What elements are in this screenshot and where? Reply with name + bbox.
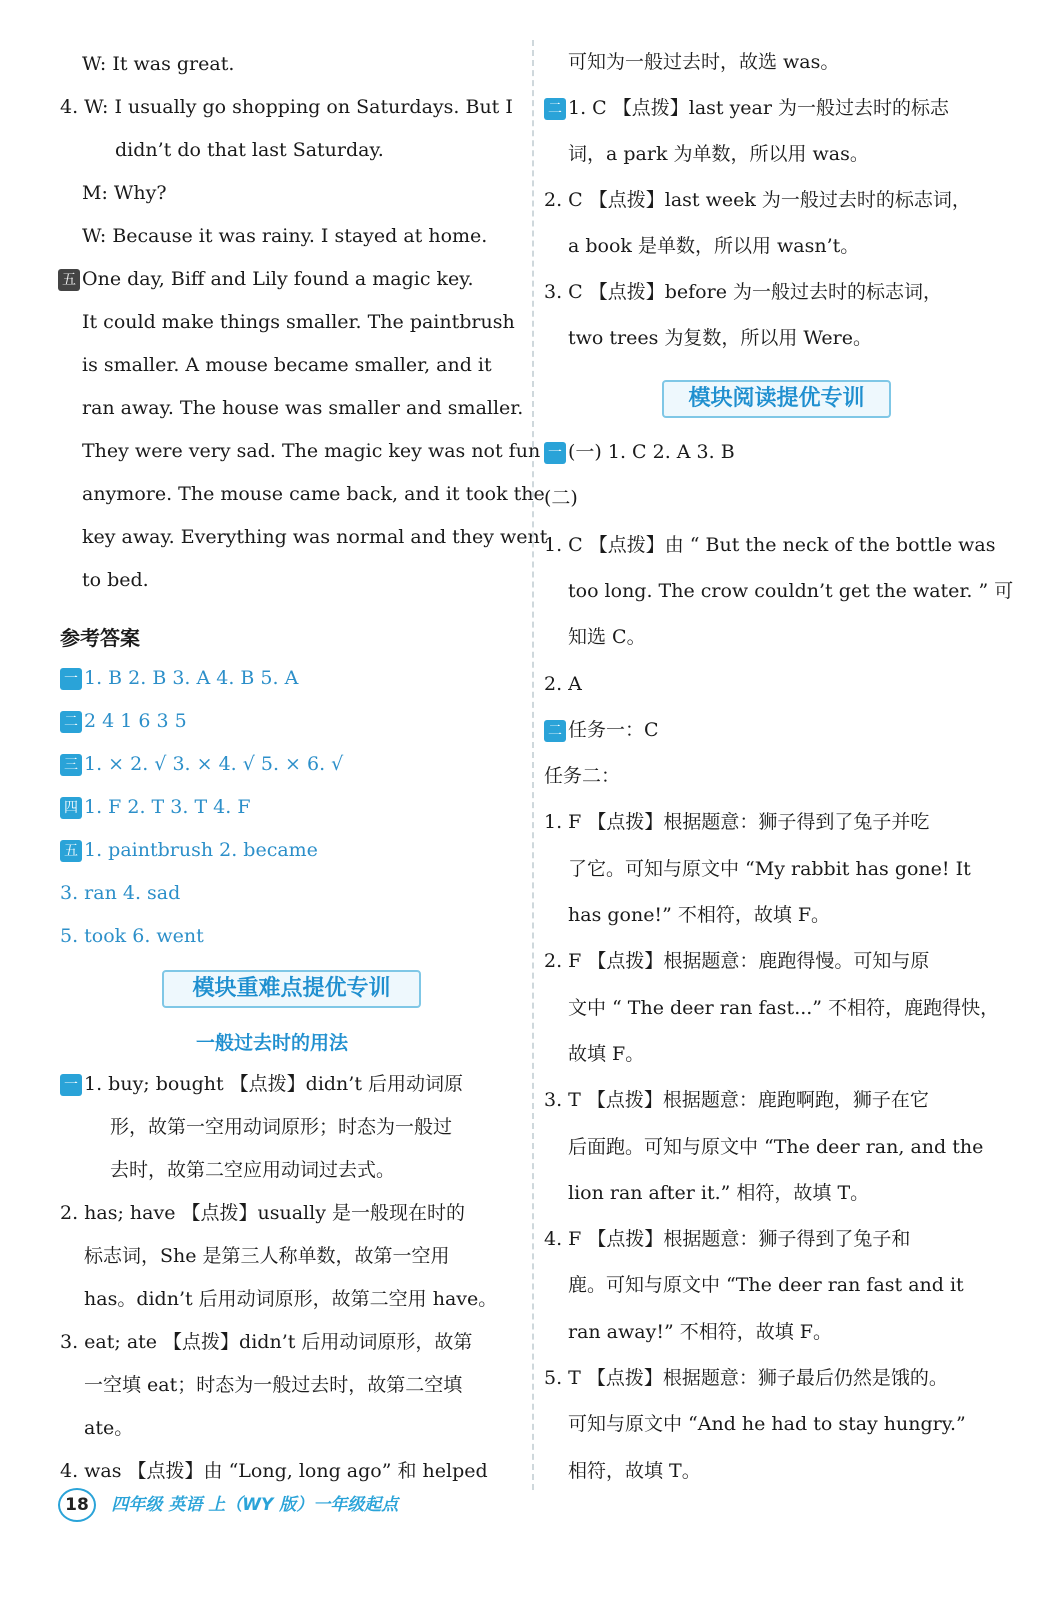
module-banner: 模块重难点提优专训: [162, 970, 421, 1008]
line-text: 2 4 1 6 3 5: [84, 710, 187, 732]
story-line: [82, 566, 149, 594]
dialog-line: [82, 50, 234, 78]
line-text: W: Because it was rainy. I stayed at home.: [82, 225, 488, 247]
reading-line: [544, 531, 995, 559]
section-marker: 五: [58, 269, 80, 291]
right-line: [568, 140, 869, 168]
line-text: 5. T 【点拨】根据题意：狮子最后仍然是饿的。: [544, 1367, 948, 1389]
line-text: It could make things smaller. The paintbrush: [82, 311, 515, 333]
line-text: has。didn’t 后用动词原形，故第二空用 have。: [84, 1288, 498, 1310]
line-text: 4. W: I usually go shopping on Saturdays. But I: [60, 96, 513, 118]
section-marker: 三: [60, 754, 82, 776]
grammar-line: [84, 1371, 462, 1399]
right-line: [568, 48, 839, 76]
line-text: 了它。可知与原文中 “My rabbit has gone! It: [568, 858, 971, 880]
line-text: 可知为一般过去时，故选 was。: [568, 51, 840, 73]
line-text: 1. C 【点拨】由 “ But the neck of the bottle was: [544, 534, 996, 556]
page-number: 18: [58, 1488, 96, 1522]
grammar-line: [110, 1113, 452, 1141]
footer-title: 四年级 英语 上（WY 版）一年级起点: [111, 1495, 399, 1515]
reading-banner: 模块阅读提优专训: [662, 380, 891, 418]
reading-line: [568, 1410, 966, 1438]
grammar-line: [60, 1328, 472, 1356]
reading-line: [568, 994, 999, 1022]
column-divider: [532, 40, 534, 1490]
story-line: [82, 480, 545, 508]
dialog-line: [82, 222, 487, 250]
line-text: 3. ran 4. sad: [60, 882, 181, 904]
dialog-line: [115, 136, 384, 164]
line-text: 文中 “ The deer ran fast...” 不相符，鹿跑得快，: [568, 997, 1000, 1019]
right-line: [568, 232, 859, 260]
line-text: 知选 C。: [568, 626, 646, 648]
section-marker: 二: [544, 720, 566, 742]
story-line: [82, 351, 492, 379]
line-text: 可知与原文中 “And he had to stay hungry.”: [568, 1413, 966, 1435]
line-text: lion ran after it.” 相符，故填 T。: [568, 1182, 870, 1204]
line-text: 2. has; have 【点拨】usually 是一般现在时的: [60, 1202, 465, 1224]
line-text: 2. A: [544, 673, 582, 695]
line-text: 一空填 eat；时态为一般过去时，故第二空填: [84, 1374, 463, 1396]
line-text: anymore. The mouse came back, and it took the: [82, 483, 545, 505]
answer-line: [60, 664, 298, 692]
story-line: [82, 523, 547, 551]
reading-line: [568, 1133, 983, 1161]
line-text: 1. B 2. B 3. A 4. B 5. A: [84, 667, 299, 689]
section-marker: 四: [60, 797, 82, 819]
line-text: 3. eat; ate 【点拨】didn’t 后用动词原形，故第: [60, 1331, 473, 1353]
line-text: M: Why?: [82, 182, 167, 204]
line-text: 故填 F。: [568, 1043, 645, 1065]
ref-answers-title: 参考答案: [60, 626, 140, 650]
reading-line: [568, 1318, 832, 1346]
line-text: One day, Biff and Lily found a magic key.: [82, 268, 474, 290]
reading-line: [568, 901, 830, 929]
story-line: [58, 265, 474, 293]
reading-line: [568, 1040, 644, 1068]
answer-line: [60, 879, 180, 907]
reading-line: [544, 947, 929, 975]
section-marker: 二: [544, 98, 566, 120]
reading-line: [544, 716, 659, 744]
line-text: 1. paintbrush 2. became: [84, 839, 318, 861]
grammar-line: [60, 1070, 463, 1098]
line-text: 1. buy; bought 【点拨】didn’t 后用动词原: [84, 1073, 464, 1095]
reading-line: [544, 1086, 929, 1114]
reading-line: [568, 1179, 869, 1207]
line-text: 1. F 【点拨】根据题意：狮子得到了兔子并吃: [544, 811, 930, 833]
grammar-line: [84, 1242, 450, 1270]
reading-line: [544, 670, 582, 698]
reading-line: [544, 1364, 948, 1392]
line-text: 4. was 【点拨】由 “Long, long ago” 和 helped: [60, 1460, 488, 1482]
story-line: [82, 308, 515, 336]
page-footer: [58, 1488, 398, 1522]
line-text: ran away!” 不相符，故填 F。: [568, 1321, 832, 1343]
line-text: 2. F 【点拨】根据题意：鹿跑得慢。可知与原: [544, 950, 930, 972]
line-text: 标志词，She 是第三人称单数，故第一空用: [84, 1245, 450, 1267]
line-text: has gone!” 不相符，故填 F。: [568, 904, 831, 926]
section-marker: 二: [60, 711, 82, 733]
answer-line: [60, 922, 204, 950]
line-text: a book 是单数，所以用 wasn’t。: [568, 235, 860, 257]
reading-line: [568, 577, 1013, 605]
line-text: key away. Everything was normal and they went: [82, 526, 548, 548]
answer-line: [60, 836, 318, 864]
reading-line: [544, 762, 620, 790]
grammar-line: [60, 1457, 488, 1485]
line-text: 相符，故填 T。: [568, 1460, 701, 1482]
reading-line: [544, 484, 578, 512]
line-text: 词，a park 为单数，所以用 was。: [568, 143, 869, 165]
line-text: 1. C 【点拨】last year 为一般过去时的标志: [568, 97, 950, 119]
line-text: 后面跑。可知与原文中 “The deer ran, and the: [568, 1136, 984, 1158]
line-text: is smaller. A mouse became smaller, and it: [82, 354, 492, 376]
grammar-line: [60, 1199, 465, 1227]
line-text: 2. C 【点拨】last week 为一般过去时的标志词，: [544, 189, 971, 211]
line-text: ate。: [84, 1417, 134, 1439]
grammar-line: [110, 1156, 395, 1184]
line-text: 鹿。可知与原文中 “The deer ran fast and it: [568, 1274, 964, 1296]
story-line: [82, 437, 540, 465]
line-text: ran away. The house was smaller and smaller.: [82, 397, 524, 419]
line-text: (二): [544, 487, 578, 509]
answer-line: [60, 707, 187, 735]
line-text: 4. F 【点拨】根据题意：狮子得到了兔子和: [544, 1228, 911, 1250]
line-text: They were very sad. The magic key was not fun: [82, 440, 541, 462]
right-line: [568, 324, 872, 352]
section-marker: 五: [60, 840, 82, 862]
reading-line: [544, 808, 929, 836]
grammar-line: [84, 1414, 133, 1442]
reading-line: [568, 623, 646, 651]
line-text: 任务一：C: [568, 719, 659, 741]
reading-line: [568, 1271, 964, 1299]
right-line: [544, 278, 942, 306]
dialog-line: [60, 93, 513, 121]
line-text: 1. × 2. √ 3. × 4. √ 5. × 6. √: [84, 753, 344, 775]
line-text: too long. The crow couldn’t get the water. ” 可: [568, 580, 1014, 602]
line-text: W: It was great.: [82, 53, 235, 75]
section-marker: 一: [544, 442, 566, 464]
right-line: [544, 186, 971, 214]
grammar-subhead: 一般过去时的用法: [196, 1032, 349, 1054]
line-text: two trees 为复数，所以用 Were。: [568, 327, 872, 349]
reading-line: [568, 1457, 701, 1485]
reading-line: [568, 855, 971, 883]
line-text: 去时，故第二空应用动词过去式。: [110, 1159, 396, 1181]
section-marker: 一: [60, 668, 82, 690]
right-line: [544, 94, 949, 122]
section-marker: 一: [60, 1074, 82, 1096]
line-text: 5. took 6. went: [60, 925, 204, 947]
reading-line: [544, 438, 735, 466]
line-text: 3. T 【点拨】根据题意：鹿跑啊跑，狮子在它: [544, 1089, 929, 1111]
line-text: 3. C 【点拨】before 为一般过去时的标志词，: [544, 281, 942, 303]
line-text: (一) 1. C 2. A 3. B: [568, 441, 735, 463]
grammar-line: [84, 1285, 497, 1313]
story-line: [82, 394, 523, 422]
line-text: 任务二：: [544, 765, 621, 787]
reading-line: [544, 1225, 910, 1253]
answer-line: [60, 793, 251, 821]
line-text: to bed.: [82, 569, 149, 591]
dialog-line: [82, 179, 167, 207]
line-text: didn’t do that last Saturday.: [115, 139, 384, 161]
answer-line: [60, 750, 343, 778]
line-text: 形，故第一空用动词原形；时态为一般过: [110, 1116, 453, 1138]
line-text: 1. F 2. T 3. T 4. F: [84, 796, 251, 818]
